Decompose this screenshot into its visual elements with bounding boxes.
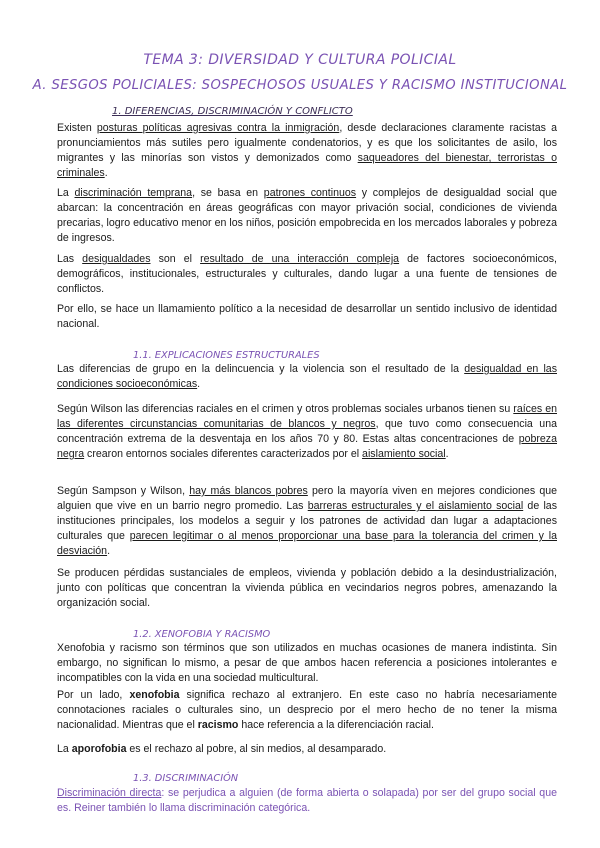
section-1-1-heading: 1.1. EXPLICACIONES ESTRUCTURALES [133, 350, 320, 361]
paragraph-desigualdades: Las desigualdades son el resultado de una interacción compleja de factores socioeconómicos, demográficos, institucionales, estructurales y culturales, dando lugar a una fuente de tensiones de conflictos. [57, 253, 557, 295]
document-title: TEMA 3: DIVERSIDAD Y CULTURA POLICIAL [143, 52, 457, 68]
paragraph-diferencias-grupo: Las diferencias de grupo en la delincuencia y la violencia son el resultado de la desigualdad en las condiciones socioeconómicas. [57, 363, 557, 390]
paragraph-discriminacion-directa: Discriminación directa: se perjudica a alguien (de forma abierta o solapada) por ser del grupo social que es. Reiner también lo llama discriminación categórica. [57, 787, 557, 814]
paragraph-discriminacion-temprana: La discriminación temprana, se basa en patrones continuos y complejos de desigualdad social que abarcan: la concentración en áreas geográficas con mayor privación social, condiciones de vivienda precarias, logro educativo menor en los niños, posición empobrecida en los mercados laborales y pobreza de ingresos. [57, 187, 557, 244]
paragraph-por-ello: Por ello, se hace un llamamiento político a la necesidad de desarrollar un sentido inclusivo de identidad nacional. [57, 303, 557, 330]
section-1-heading: 1. DIFERENCIAS, DISCRIMINACIÓN Y CONFLICTO [112, 106, 353, 117]
paragraph-aporofobia: La aporofobia es el rechazo al pobre, al sin medios, al desamparado. [57, 743, 387, 755]
paragraph-perdidas: Se producen pérdidas sustanciales de empleos, vivienda y población debido a la desindustrialización, junto con políticas que concentran la vivienda pública en vecindarios negros pobres, amenazando la organización social. [57, 567, 557, 609]
section-1-2-heading: 1.2. XENOFOBIA Y RACISMO [133, 629, 271, 640]
paragraph-xenofobia-racismo: Xenofobia y racismo son términos que son utilizados en muchas ocasiones de manera indistinta. Sin embargo, no significan lo mismo, a pesar de que ambos hacen referencia a posiciones intolerantes e incompatibles con la vida en una sociedad multicultural. [57, 642, 557, 684]
paragraph-sampson-wilson: Según Sampson y Wilson, hay más blancos pobres pero la mayoría viven en mejores condiciones que alguien que vive en un barrio negro promedio. Las barreras estructurales y el aislamiento social de las instituciones principales, los modelos a seguir y los patrones de actividad dan lugar a adaptaciones culturales que parecen legitimar o al menos proporcionar una base para la tolerancia del crimen y la desviación. [57, 485, 557, 557]
section-1-3-heading: 1.3. DISCRIMINACIÓN [133, 773, 239, 784]
paragraph-existen: Existen posturas políticas agresivas contra la inmigración, desde declaraciones claramente racistas a pronunciamientos más sutiles pero igualmente condenatorios, y es que los solicitantes de asilo, los migrantes y las minorías son vistos y demonizados como saqueadores del bienestar, terroristas o criminales. [57, 122, 558, 179]
document-subtitle: A. SESGOS POLICIALES: SOSPECHOSOS USUALES Y RACISMO INSTITUCIONAL [32, 78, 568, 93]
paragraph-wilson: Según Wilson las diferencias raciales en el crimen y otros problemas sociales urbanos tienen su raíces en las diferentes circunstancias comunitarias de blancos y negros, que tuvo como consecuencia una concentración extrema de la desventaja en los años 70 y 80. Estas altas concentraciones de pobreza negra crearon entornos sociales diferentes caracterizados por el aislamiento social. [57, 403, 557, 460]
paragraph-xenofobia-definicion: Por un lado, xenofobia significa rechazo al extranjero. En este caso no habría necesariamente connotaciones raciales o culturales sino, un desprecio por el mero hecho de no tener la misma nacionalidad. Mientras que el racismo hace referencia a la diferenciación racial. [57, 689, 557, 731]
